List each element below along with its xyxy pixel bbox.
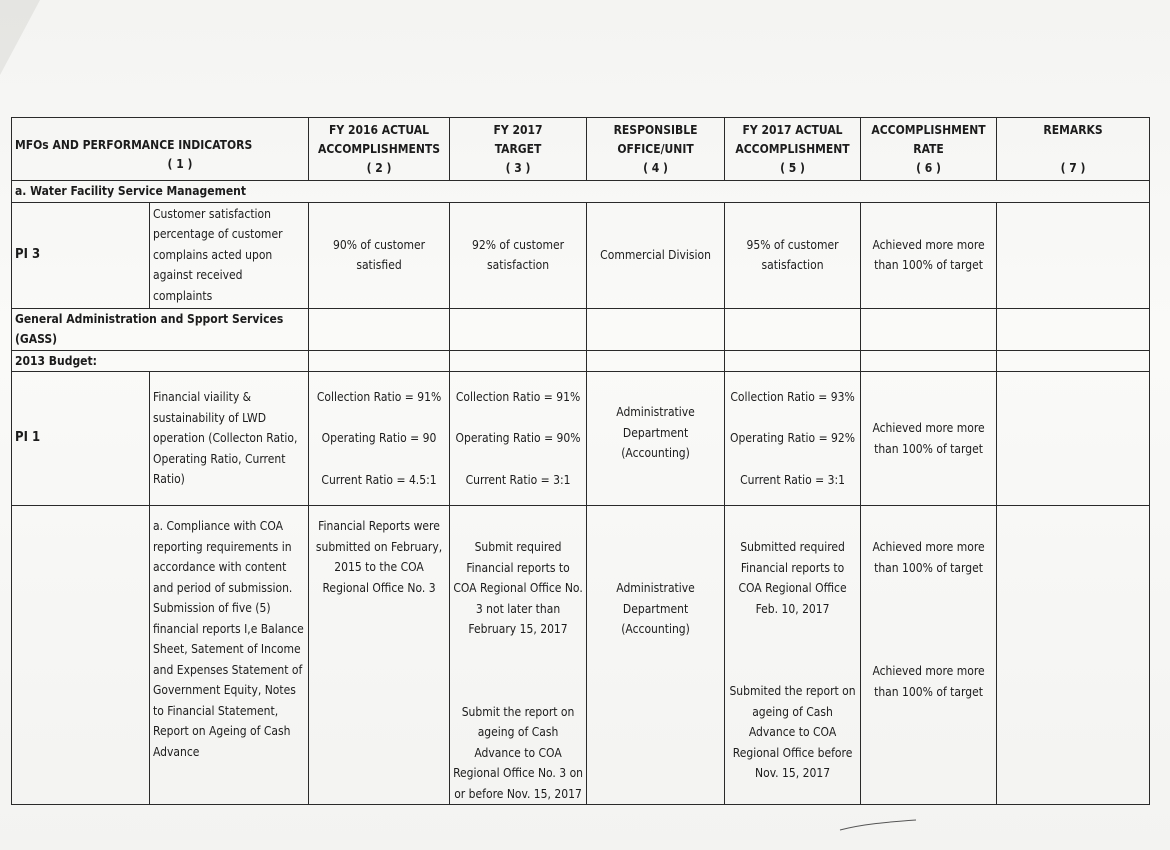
header-indicators: MFOs AND PERFORMANCE INDICATORS ( 1 ) xyxy=(12,118,309,181)
pi3-actual: 95% of customer satisfaction xyxy=(725,202,861,308)
section-gass-title: General Administration and Spport Services (GASS) xyxy=(12,308,309,350)
pi1-actual xyxy=(725,372,861,506)
pi1-remarks xyxy=(997,372,1150,506)
pi1-fy2016 xyxy=(309,372,450,506)
header-fy2017-target: FY 2017 TARGET ( 3 ) xyxy=(450,118,587,181)
pi3-target: 92% of customer satisfaction xyxy=(450,202,587,308)
header-office: RESPONSIBLE OFFICE/UNIT ( 4 ) xyxy=(587,118,725,181)
header-rate: ACCOMPLISHMENT RATE ( 6 ) xyxy=(861,118,997,181)
pi3-indicator: Customer satisfaction percentage of customer complains acted upon against received complaints xyxy=(150,202,309,308)
section-row-gass xyxy=(12,308,1150,350)
coa-target-ageing-report: Submit the report on ageing of Cash Advance to COA Regional Office No. 3 on or before Nov. 15, 2017 xyxy=(453,704,584,801)
pi1-actual-current: Current Ratio = 3:1 xyxy=(740,472,845,487)
coa-actual xyxy=(725,506,861,805)
pi1-fy2016-operating: Operating Ratio = 90 xyxy=(321,431,437,446)
header-row xyxy=(12,118,1150,181)
pen-mark xyxy=(838,818,918,832)
coa-code xyxy=(12,506,150,805)
pi1-target xyxy=(450,372,587,506)
pi1-target-current: Current Ratio = 3:1 xyxy=(465,472,571,487)
header-remarks: REMARKS ( 7 ) xyxy=(997,118,1150,181)
table-row-coa xyxy=(12,506,1150,805)
pi1-fy2016-collection: Collection Ratio = 91% xyxy=(316,389,442,404)
pi1-target-collection: Collection Ratio = 91% xyxy=(455,389,581,404)
pi3-fy2016: 90% of customer satisfied xyxy=(309,202,450,308)
pi1-code: PI 1 xyxy=(12,372,150,506)
section-row-water xyxy=(12,181,1150,203)
table-row-pi1 xyxy=(12,372,1150,506)
section-row-budget xyxy=(12,350,1150,372)
coa-office: Administrative Department (Accounting) xyxy=(587,506,725,805)
coa-rate xyxy=(861,506,997,805)
coa-actual-ageing-report: Submited the report on ageing of Cash Advance to COA Regional Office before Nov. 15, 2017 xyxy=(729,684,856,780)
coa-target xyxy=(450,506,587,805)
pi3-office: Commercial Division xyxy=(587,202,725,308)
pi1-target-operating: Operating Ratio = 90% xyxy=(455,431,581,446)
coa-remarks xyxy=(997,506,1150,805)
coa-rate-financial-reports: Achieved more more than 100% of target xyxy=(872,540,985,575)
pi3-code: PI 3 xyxy=(12,202,150,308)
header-fy2016: FY 2016 ACTUAL ACCOMPLISHMENTS ( 2 ) xyxy=(309,118,450,181)
coa-actual-financial-reports: Submitted required Financial reports to COA Regional Office Feb. 10, 2017 xyxy=(738,540,847,616)
section-water-title: a. Water Facility Service Management xyxy=(12,181,1150,203)
coa-rate-ageing-report: Achieved more more than 100% of target xyxy=(872,664,985,699)
pi1-actual-operating: Operating Ratio = 92% xyxy=(730,431,856,446)
table-row-pi3 xyxy=(12,202,1150,308)
coa-indicator: a. Compliance with COA reporting requirements in accordance with content and period of submission. Submission of five (5) financial reports I,e Balance Sheet, Satement of Income and Expenses Statement of Government Equity, Notes to Financial Statement, Report on Ageing of Cash Advance xyxy=(150,506,309,805)
section-budget-title: 2013 Budget: xyxy=(12,350,309,372)
pi1-rate: Achieved more more than 100% of target xyxy=(861,372,997,506)
coa-target-financial-reports: Submit required Financial reports to COA Regional Office No. 3 not later than February 15, 2017 xyxy=(453,540,583,636)
header-fy2017-actual: FY 2017 ACTUAL ACCOMPLISHMENT ( 5 ) xyxy=(725,118,861,181)
performance-table xyxy=(11,117,1150,805)
pi3-remarks xyxy=(997,202,1150,308)
pi1-office: Administrative Department (Accounting) xyxy=(587,372,725,506)
pi1-actual-collection: Collection Ratio = 93% xyxy=(730,389,855,404)
pi1-fy2016-current: Current Ratio = 4.5:1 xyxy=(321,472,437,487)
pi3-rate: Achieved more more than 100% of target xyxy=(861,202,997,308)
coa-fy2016: Financial Reports were submitted on February, 2015 to the COA Regional Office No. 3 xyxy=(309,506,450,805)
pi1-indicator: Financial viaility & sustainability of LWD operation (Collecton Ratio, Operating Ratio, Current Ratio) xyxy=(150,372,309,506)
